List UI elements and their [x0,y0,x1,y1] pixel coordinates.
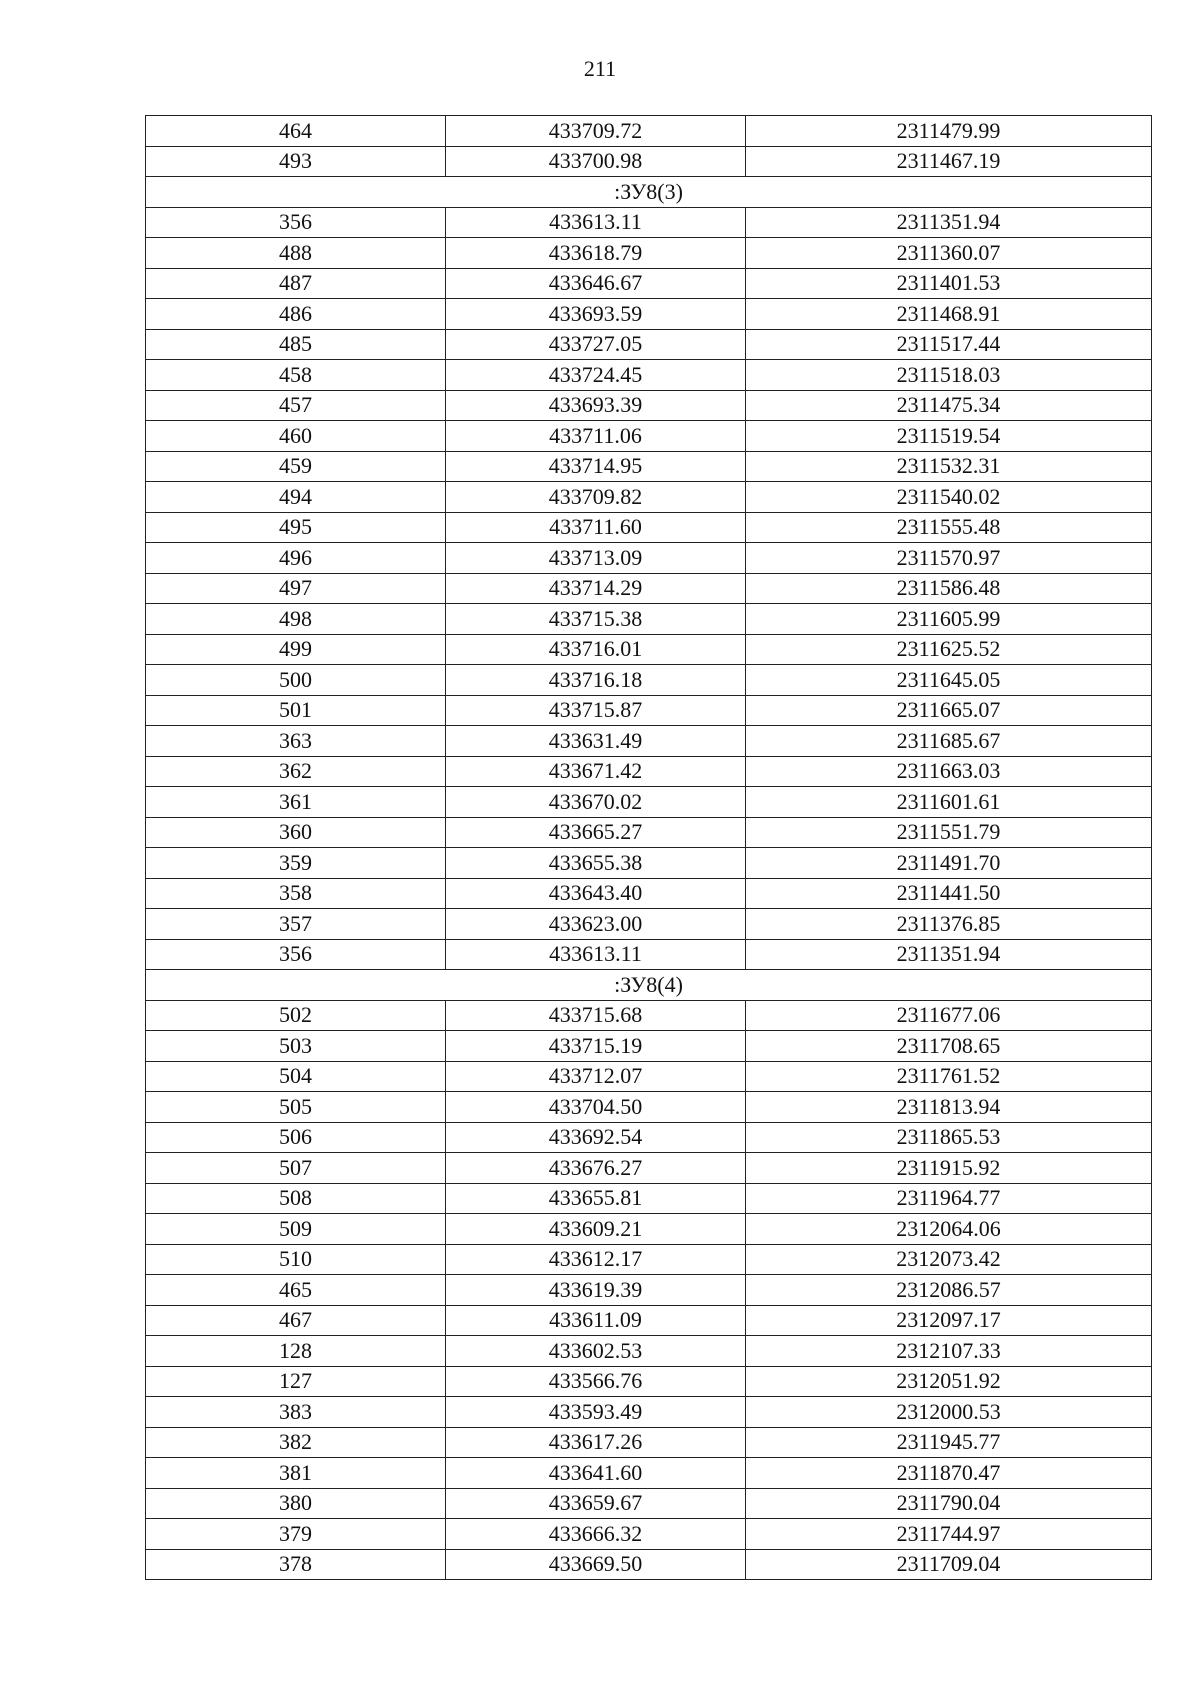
table-row [146,512,1152,543]
x-coordinate-cell: 433602.53 [446,1336,746,1367]
y-coordinate-cell: 2311665.07 [746,695,1152,726]
x-coordinate-cell: 433709.72 [446,116,746,147]
x-coordinate-cell: 433646.67 [446,268,746,299]
table-row [146,238,1152,269]
table-row [146,1122,1152,1153]
point-number-cell: 496 [146,543,446,574]
table-row [146,543,1152,574]
y-coordinate-cell: 2311467.19 [746,146,1152,177]
point-number-cell: 360 [146,817,446,848]
y-coordinate-cell: 2311376.85 [746,909,1152,940]
table-row [146,939,1152,970]
table-row [146,390,1152,421]
table-row [146,268,1152,299]
y-coordinate-cell: 2311677.06 [746,1000,1152,1031]
point-number-cell: 358 [146,878,446,909]
y-coordinate-cell: 2311709.04 [746,1549,1152,1580]
x-coordinate-cell: 433643.40 [446,878,746,909]
point-number-cell: 359 [146,848,446,879]
table-row [146,1488,1152,1519]
y-coordinate-cell: 2311518.03 [746,360,1152,391]
section-label: :ЗУ8(3) [146,177,1152,208]
y-coordinate-cell: 2311964.77 [746,1183,1152,1214]
y-coordinate-cell: 2311870.47 [746,1458,1152,1489]
y-coordinate-cell: 2311401.53 [746,268,1152,299]
point-number-cell: 487 [146,268,446,299]
y-coordinate-cell: 2311441.50 [746,878,1152,909]
x-coordinate-cell: 433623.00 [446,909,746,940]
section-label: :ЗУ8(4) [146,970,1152,1001]
x-coordinate-cell: 433665.27 [446,817,746,848]
x-coordinate-cell: 433716.18 [446,665,746,696]
table-row [146,1092,1152,1123]
table-row [146,1061,1152,1092]
y-coordinate-cell: 2312000.53 [746,1397,1152,1428]
table-row [146,604,1152,635]
table-row [146,421,1152,452]
x-coordinate-cell: 433611.09 [446,1305,746,1336]
y-coordinate-cell: 2311865.53 [746,1122,1152,1153]
table-row [146,878,1152,909]
point-number-cell: 379 [146,1519,446,1550]
y-coordinate-cell: 2311586.48 [746,573,1152,604]
y-coordinate-cell: 2311605.99 [746,604,1152,635]
x-coordinate-cell: 433669.50 [446,1549,746,1580]
table-row [146,1244,1152,1275]
point-number-cell: 488 [146,238,446,269]
point-number-cell: 378 [146,1549,446,1580]
y-coordinate-cell: 2311761.52 [746,1061,1152,1092]
y-coordinate-cell: 2311551.79 [746,817,1152,848]
x-coordinate-cell: 433716.01 [446,634,746,665]
point-number-cell: 506 [146,1122,446,1153]
point-number-cell: 356 [146,207,446,238]
x-coordinate-cell: 433676.27 [446,1153,746,1184]
y-coordinate-cell: 2311685.67 [746,726,1152,757]
y-coordinate-cell: 2311744.97 [746,1519,1152,1550]
point-number-cell: 507 [146,1153,446,1184]
x-coordinate-cell: 433715.87 [446,695,746,726]
y-coordinate-cell: 2311601.61 [746,787,1152,818]
x-coordinate-cell: 433609.21 [446,1214,746,1245]
y-coordinate-cell: 2311708.65 [746,1031,1152,1062]
table-row [146,756,1152,787]
point-number-cell: 497 [146,573,446,604]
x-coordinate-cell: 433711.60 [446,512,746,543]
x-coordinate-cell: 433693.59 [446,299,746,330]
point-number-cell: 356 [146,939,446,970]
table-row [146,634,1152,665]
y-coordinate-cell: 2311555.48 [746,512,1152,543]
x-coordinate-cell: 433715.68 [446,1000,746,1031]
point-number-cell: 499 [146,634,446,665]
point-number-cell: 380 [146,1488,446,1519]
table-row [146,207,1152,238]
table-row [146,848,1152,879]
point-number-cell: 460 [146,421,446,452]
table-row [146,1458,1152,1489]
point-number-cell: 494 [146,482,446,513]
point-number-cell: 128 [146,1336,446,1367]
x-coordinate-cell: 433593.49 [446,1397,746,1428]
x-coordinate-cell: 433727.05 [446,329,746,360]
x-coordinate-cell: 433566.76 [446,1366,746,1397]
y-coordinate-cell: 2311491.70 [746,848,1152,879]
table-row [146,1153,1152,1184]
point-number-cell: 467 [146,1305,446,1336]
y-coordinate-cell: 2311351.94 [746,939,1152,970]
x-coordinate-cell: 433612.17 [446,1244,746,1275]
y-coordinate-cell: 2312086.57 [746,1275,1152,1306]
y-coordinate-cell: 2311625.52 [746,634,1152,665]
table-row [146,360,1152,391]
point-number-cell: 500 [146,665,446,696]
y-coordinate-cell: 2311813.94 [746,1092,1152,1123]
x-coordinate-cell: 433618.79 [446,238,746,269]
point-number-cell: 508 [146,1183,446,1214]
x-coordinate-cell: 433714.95 [446,451,746,482]
point-number-cell: 458 [146,360,446,391]
x-coordinate-cell: 433659.67 [446,1488,746,1519]
x-coordinate-cell: 433670.02 [446,787,746,818]
x-coordinate-cell: 433655.81 [446,1183,746,1214]
y-coordinate-cell: 2311519.54 [746,421,1152,452]
x-coordinate-cell: 433631.49 [446,726,746,757]
table-row [146,482,1152,513]
point-number-cell: 501 [146,695,446,726]
x-coordinate-cell: 433715.19 [446,1031,746,1062]
coordinates-table-body [146,116,1152,1580]
point-number-cell: 495 [146,512,446,543]
x-coordinate-cell: 433617.26 [446,1427,746,1458]
table-row [146,909,1152,940]
point-number-cell: 381 [146,1458,446,1489]
point-number-cell: 383 [146,1397,446,1428]
point-number-cell: 127 [146,1366,446,1397]
table-row [146,573,1152,604]
table-row [146,665,1152,696]
point-number-cell: 486 [146,299,446,330]
point-number-cell: 382 [146,1427,446,1458]
y-coordinate-cell: 2311540.02 [746,482,1152,513]
x-coordinate-cell: 433704.50 [446,1092,746,1123]
x-coordinate-cell: 433714.29 [446,573,746,604]
x-coordinate-cell: 433671.42 [446,756,746,787]
point-number-cell: 363 [146,726,446,757]
table-row [146,695,1152,726]
point-number-cell: 357 [146,909,446,940]
point-number-cell: 457 [146,390,446,421]
table-row [146,1336,1152,1367]
point-number-cell: 509 [146,1214,446,1245]
y-coordinate-cell: 2312107.33 [746,1336,1152,1367]
x-coordinate-cell: 433709.82 [446,482,746,513]
x-coordinate-cell: 433700.98 [446,146,746,177]
table-row [146,116,1152,147]
x-coordinate-cell: 433712.07 [446,1061,746,1092]
x-coordinate-cell: 433713.09 [446,543,746,574]
x-coordinate-cell: 433666.32 [446,1519,746,1550]
coordinates-table [145,115,1152,1580]
point-number-cell: 510 [146,1244,446,1275]
y-coordinate-cell: 2311645.05 [746,665,1152,696]
table-row [146,1519,1152,1550]
point-number-cell: 464 [146,116,446,147]
point-number-cell: 459 [146,451,446,482]
y-coordinate-cell: 2312097.17 [746,1305,1152,1336]
point-number-cell: 465 [146,1275,446,1306]
table-row [146,787,1152,818]
section-header-row [146,970,1152,1001]
y-coordinate-cell: 2312073.42 [746,1244,1152,1275]
x-coordinate-cell: 433613.11 [446,207,746,238]
y-coordinate-cell: 2311479.99 [746,116,1152,147]
table-row [146,1214,1152,1245]
point-number-cell: 362 [146,756,446,787]
x-coordinate-cell: 433613.11 [446,939,746,970]
x-coordinate-cell: 433641.60 [446,1458,746,1489]
table-row [146,329,1152,360]
y-coordinate-cell: 2312051.92 [746,1366,1152,1397]
y-coordinate-cell: 2311663.03 [746,756,1152,787]
table-row [146,726,1152,757]
x-coordinate-cell: 433655.38 [446,848,746,879]
point-number-cell: 493 [146,146,446,177]
point-number-cell: 485 [146,329,446,360]
table-row [146,1000,1152,1031]
x-coordinate-cell: 433619.39 [446,1275,746,1306]
table-row [146,1275,1152,1306]
table-row [146,1031,1152,1062]
page-number: 211 [583,56,617,81]
table-row [146,817,1152,848]
y-coordinate-cell: 2311475.34 [746,390,1152,421]
section-header-row [146,177,1152,208]
table-row [146,299,1152,330]
table-row [146,1549,1152,1580]
point-number-cell: 504 [146,1061,446,1092]
y-coordinate-cell: 2311468.91 [746,299,1152,330]
y-coordinate-cell: 2311915.92 [746,1153,1152,1184]
x-coordinate-cell: 433711.06 [446,421,746,452]
y-coordinate-cell: 2311517.44 [746,329,1152,360]
point-number-cell: 503 [146,1031,446,1062]
y-coordinate-cell: 2311945.77 [746,1427,1152,1458]
table-row [146,451,1152,482]
point-number-cell: 505 [146,1092,446,1123]
y-coordinate-cell: 2311360.07 [746,238,1152,269]
y-coordinate-cell: 2311790.04 [746,1488,1152,1519]
table-row [146,1397,1152,1428]
point-number-cell: 502 [146,1000,446,1031]
x-coordinate-cell: 433724.45 [446,360,746,391]
x-coordinate-cell: 433693.39 [446,390,746,421]
table-row [146,1305,1152,1336]
table-row [146,1427,1152,1458]
point-number-cell: 498 [146,604,446,635]
table-row [146,1183,1152,1214]
x-coordinate-cell: 433692.54 [446,1122,746,1153]
y-coordinate-cell: 2312064.06 [746,1214,1152,1245]
table-row [146,146,1152,177]
table-row [146,1366,1152,1397]
y-coordinate-cell: 2311570.97 [746,543,1152,574]
point-number-cell: 361 [146,787,446,818]
y-coordinate-cell: 2311351.94 [746,207,1152,238]
y-coordinate-cell: 2311532.31 [746,451,1152,482]
x-coordinate-cell: 433715.38 [446,604,746,635]
